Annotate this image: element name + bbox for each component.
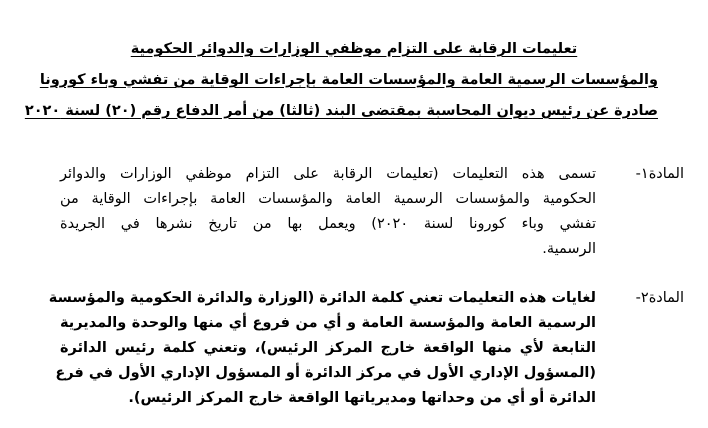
article-1 (60, 162, 684, 272)
article-2-line-4: (المسؤول الإداري الأول في مركز الدائرة أو المسؤول الإداري الأول في فرع (55, 365, 596, 381)
article-2 (48, 286, 684, 416)
article-2-line-2: الرسمية العامة والمؤسسة العامة و أي من فروع أي منها والوحدة والمديرية (60, 315, 596, 331)
article-1-line-2: الحكومية والمؤسسات الرسمية العامة والمؤسسات العامة بإجراءات الوقاية من (60, 191, 596, 207)
article-2-body (48, 286, 596, 411)
article-1-line-1: تسمى هذه التعليمات (تعليمات الرقابة على التزام موظفي الوزارات والدوائر (60, 166, 596, 182)
article-1-label: المادة١- (635, 166, 684, 182)
article-2-line-3: التابعة لأي منها الواقعة خارج المركز الرئيس)، وتعني كلمة رئيس الدائرة (60, 340, 596, 356)
article-1-line-3: تفشي وباء كورونا لسنة ٢٠٢٠) ويعمل بها من تاريخ نشرها في الجريدة (60, 216, 596, 232)
article-1-body (60, 162, 596, 262)
article-2-line-1: لغايات هذه التعليمات تعني كلمة الدائرة (الوزارة والدائرة الحكومية والمؤسسة (48, 290, 596, 306)
document-title-line-2: والمؤسسات الرسمية العامة والمؤسسات العامة بإجراءات الوقاية من تفشي وباء كورونا (39, 72, 658, 88)
article-1-line-4: الرسمية. (542, 241, 596, 257)
article-2-line-5: الدائرة أو أي من وحداتها ومديرياتها الواقعة خارج المركز الرئيس). (128, 390, 596, 406)
document-title-line-1: تعليمات الرقابة على التزام موظفي الوزارات والدوائر الحكومية (130, 41, 578, 57)
document-title-line-3: صادرة عن رئيس ديوان المحاسبة بمقتضى البند (ثالثا) من أمر الدفاع رقم (٢٠) لسنة ٢٠٢٠ (24, 103, 658, 119)
article-2-label: المادة٢- (635, 290, 684, 306)
